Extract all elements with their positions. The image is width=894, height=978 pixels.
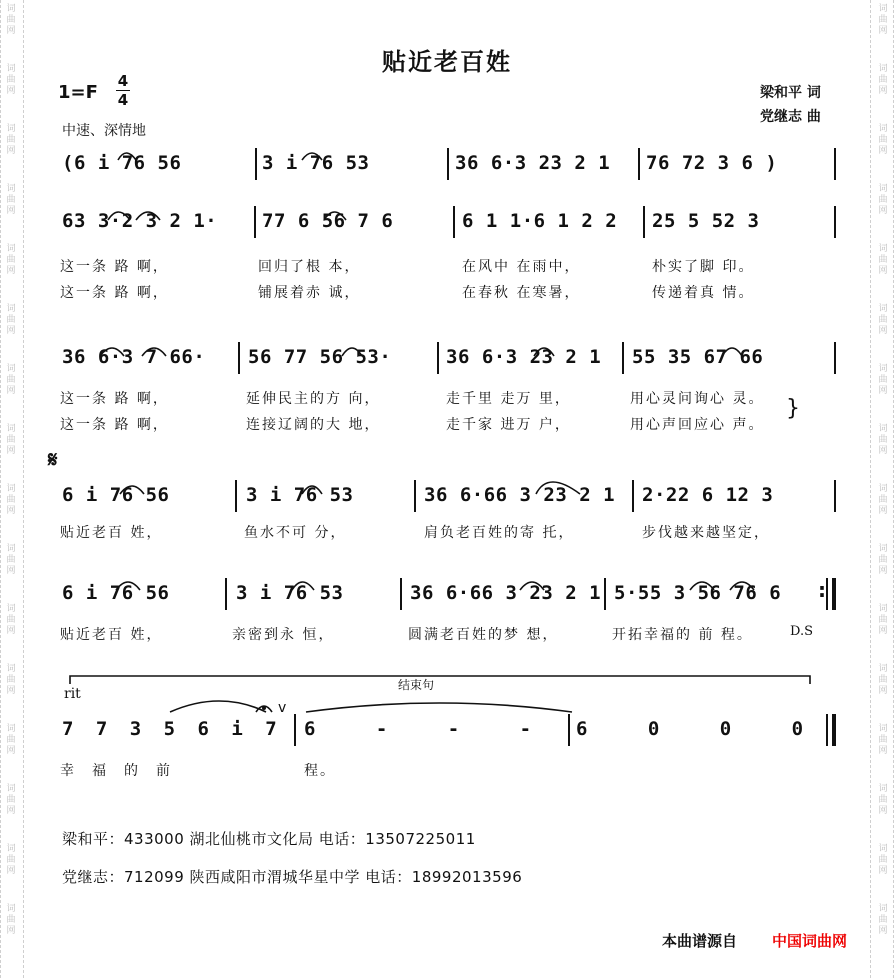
watermark-text: 词 曲 网 <box>878 304 888 336</box>
watermark-text: 词 曲 网 <box>878 184 888 216</box>
lyric-l6-m2: 程。 <box>304 763 336 779</box>
watermark-text: 词 曲 网 <box>6 844 16 876</box>
lyric-l2-v2-m2: 铺展着赤 诚， <box>258 285 361 301</box>
slur <box>170 701 266 712</box>
slur <box>302 486 322 494</box>
slur <box>722 348 742 356</box>
lyric-l3-v1-m3: 走千里 走万 里， <box>446 391 571 407</box>
slur <box>324 212 346 220</box>
watermark-text: 词 曲 网 <box>878 844 888 876</box>
watermark-text: 词 曲 网 <box>878 64 888 96</box>
lyricist-credit: 梁和平 词 <box>760 85 821 101</box>
watermark-text: 词 曲 网 <box>6 604 16 636</box>
notes-l4-m2: 3 i 76 53 <box>246 484 354 506</box>
lyric-l4-m2: 鱼水不可 分， <box>244 525 347 541</box>
score-title: 贴近老百姓 <box>382 48 512 76</box>
slur <box>118 153 136 160</box>
watermark-text: 词 曲 网 <box>6 124 16 156</box>
slur <box>292 582 314 590</box>
notes-l2-m3: 6 1 1·6 1 2 2 <box>462 210 618 232</box>
ending-bracket <box>70 676 810 684</box>
slur <box>136 212 160 220</box>
watermark-text: 词 曲 网 <box>6 904 16 936</box>
lyric-l2-v2-m1: 这一条 路 啊， <box>60 285 169 301</box>
slur <box>536 482 580 494</box>
notes-l6-m3: 6 0 0 0 <box>576 718 804 740</box>
notes-l5-m1: 6 i 76 56 <box>62 582 170 604</box>
lyric-l2-v2-m3: 在春秋 在寒暑， <box>462 285 581 301</box>
notes-l1-m2: 3 i 76 53 <box>262 152 370 174</box>
fermata-dot <box>262 706 266 710</box>
notes-l1-m3: 36 6·3 23 2 1 <box>455 152 611 174</box>
lyric-l3-v2-m1: 这一条 路 啊， <box>60 417 169 433</box>
lyric-l5-m2: 亲密到永 恒， <box>232 627 335 643</box>
lyric-l2-v2-m4: 传递着真 情。 <box>652 285 755 301</box>
source-site-link[interactable]: 中国词曲网 <box>772 932 848 950</box>
notes-l2-m2: 77 6 56 7 6 <box>262 210 394 232</box>
notes-l3-m2: 56 77 56 53· <box>248 346 392 368</box>
watermark-text: 词 曲 网 <box>6 304 16 336</box>
watermark-text: 词 曲 网 <box>878 664 888 696</box>
watermark-text: 词 曲 网 <box>878 724 888 756</box>
notes-l6-m1: 7 7 3 5 6 i 7 <box>62 718 278 740</box>
watermark-text: 词 曲 网 <box>6 484 16 516</box>
lyric-l4-m3: 肩负老百姓的寄 托， <box>424 525 575 541</box>
dal-segno: D.S <box>790 624 813 639</box>
watermark-text: 词 曲 网 <box>878 484 888 516</box>
lyric-l3-v2-m2: 连接辽阔的大 地， <box>246 417 381 433</box>
slur <box>142 348 166 356</box>
notes-l2-m4: 25 5 52 3 <box>652 210 760 232</box>
lyric-l5-m1: 贴近老百 姓， <box>60 627 163 643</box>
watermark-text: 词 曲 网 <box>878 424 888 456</box>
lyric-l2-v1-m2: 回归了根 本， <box>258 259 361 275</box>
watermark-text: 词 曲 网 <box>878 904 888 936</box>
lyric-l5-m4: 开拓幸福的 前 程。 <box>612 627 753 643</box>
lyric-l2-v1-m4: 朴实了脚 印。 <box>652 259 755 275</box>
lyric-l3-v1-m4: 用心灵问询心 灵。 <box>630 391 765 407</box>
watermark-text: 词 曲 网 <box>6 184 16 216</box>
repeat-dots: : <box>818 578 826 602</box>
meter-bottom: 4 <box>117 91 129 109</box>
notes-l5-m3: 36 6·66 3 23 2 1 <box>410 582 602 604</box>
verse-brace: } <box>786 396 800 421</box>
watermark-text: 词 曲 网 <box>6 244 16 276</box>
notes-l4-m1: 6 i 76 56 <box>62 484 170 506</box>
slur <box>116 582 140 590</box>
lyric-l3-v1-m1: 这一条 路 啊， <box>60 391 169 407</box>
notes-l3-m3: 36 6·3 23 2 1 <box>446 346 602 368</box>
lyric-l2-v1-m3: 在风中 在雨中， <box>462 259 581 275</box>
lyric-l4-m4: 步伐越来越坚定， <box>642 525 770 541</box>
notes-l5-m4: 5·55 3 56 76 6 <box>614 582 782 604</box>
notes-l4-m3: 36 6·66 3 23 2 1 <box>424 484 616 506</box>
contact-composer: 党继志：712099 陕西咸阳市渭城华星中学 电话：18992013596 <box>62 868 523 886</box>
lyric-l4-m1: 贴近老百 姓， <box>60 525 163 541</box>
watermark-text: 词 曲 网 <box>6 4 16 36</box>
notes-l2-m1: 63 3·2 3 2 1· <box>62 210 218 232</box>
key-signature: 1=F <box>58 82 98 103</box>
watermark-text: 词 曲 网 <box>6 664 16 696</box>
watermark-text: 词 曲 网 <box>878 604 888 636</box>
slur <box>100 348 124 356</box>
lyric-l3-v2-m3: 走千家 进万 户， <box>446 417 571 433</box>
contact-lyricist: 梁和平：433000 湖北仙桃市文化局 电话：13507225011 <box>62 830 476 848</box>
segno-sign: 𝄋 <box>48 448 58 473</box>
lyric-l6-m1: 幸福的前 <box>60 763 188 779</box>
watermark-text: 词 曲 网 <box>878 784 888 816</box>
slur <box>120 486 144 494</box>
slur <box>108 212 130 220</box>
notes-l3-m4: 55 35 67 66 <box>632 346 764 368</box>
meter-top: 4 <box>117 72 129 90</box>
slur <box>520 582 544 590</box>
slur <box>302 153 322 160</box>
watermark-text: 词 曲 网 <box>6 364 16 396</box>
watermark-text: 词 曲 网 <box>6 724 16 756</box>
watermark-text: 词 曲 网 <box>6 784 16 816</box>
notes-l4-m4: 2·22 6 12 3 <box>642 484 774 506</box>
notes-l5-m2: 3 i 76 53 <box>236 582 344 604</box>
watermark-text: 词 曲 网 <box>6 424 16 456</box>
lyric-l3-v2-m4: 用心声回应心 声。 <box>630 417 765 433</box>
watermark-text: 词 曲 网 <box>878 124 888 156</box>
lyric-l2-v1-m1: 这一条 路 啊， <box>60 259 169 275</box>
breath-mark: v <box>278 700 287 716</box>
watermark-text: 词 曲 网 <box>6 64 16 96</box>
ending-label: 结束句 <box>398 678 435 692</box>
slur <box>342 348 362 356</box>
source-prefix: 本曲谱源自 <box>662 932 738 950</box>
notes-l1-m4: 76 72 3 6 ) <box>646 152 778 174</box>
rit-marking: rit <box>64 686 81 702</box>
tempo-marking: 中速、深情地 <box>62 123 146 139</box>
tie <box>306 703 572 712</box>
slur <box>730 582 754 590</box>
watermark-text: 词 曲 网 <box>6 544 16 576</box>
slur <box>690 582 714 590</box>
notes-l1-m1: (6 i 76 56 <box>62 152 182 174</box>
watermark-text: 词 曲 网 <box>878 544 888 576</box>
notes-l3-m1: 36 6·3 7 66· <box>62 346 206 368</box>
notes-l6-m2: 6 - - - <box>304 718 532 740</box>
lyric-l5-m3: 圆满老百姓的梦 想， <box>408 627 559 643</box>
watermark-text: 词 曲 网 <box>878 4 888 36</box>
slur <box>534 348 554 356</box>
watermark-text: 词 曲 网 <box>878 244 888 276</box>
lyric-l3-v1-m2: 延伸民主的方 向， <box>246 391 381 407</box>
composer-credit: 党继志 曲 <box>760 109 821 125</box>
watermark-text: 词 曲 网 <box>878 364 888 396</box>
